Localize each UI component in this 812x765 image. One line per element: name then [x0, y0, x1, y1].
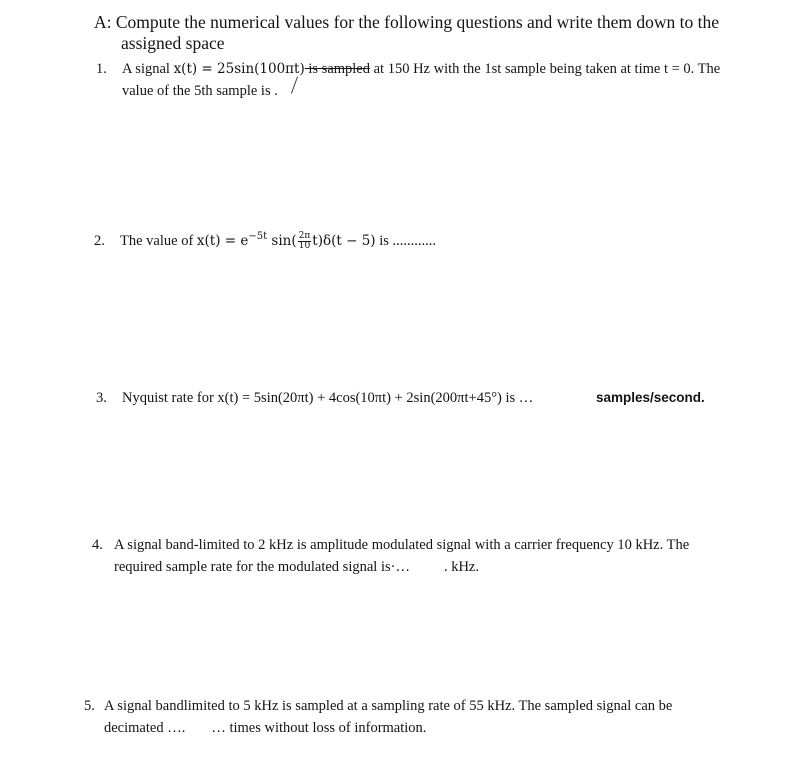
formula-part: x(t) = e: [196, 232, 249, 249]
question-line-1: A signal bandlimited to 5 kHz is sampled at a sampling rate of 55 kHz. The sampled signal can be: [104, 698, 673, 714]
formula-part: sin(: [267, 232, 297, 249]
formula-part: t)δ(t − 5): [312, 232, 376, 249]
question-text-cont: at 150 Hz with the 1st sample being taken at time t = 0. The: [370, 61, 721, 77]
fraction: [298, 232, 312, 251]
question-number: 4.: [92, 537, 103, 553]
section-heading: [94, 12, 754, 54]
question-number: 3.: [96, 390, 107, 406]
answer-units: . kHz.: [443, 559, 479, 575]
question-text: A signal: [122, 61, 174, 77]
question-line-2: [92, 556, 689, 578]
signal-expression: x(t) = 25sin(100πt): [173, 61, 305, 77]
question-3: [96, 387, 533, 409]
heading-line-2: assigned space: [121, 33, 225, 53]
question-1: [96, 58, 720, 102]
question-4: [92, 534, 689, 578]
question-text: The value of: [120, 232, 197, 249]
answer-blank: is ............: [375, 232, 436, 249]
answer-units: samples/second.: [596, 390, 705, 405]
question-2: [94, 226, 436, 252]
question-line-1: A signal band-limited to 2 kHz is amplitude modulated signal with a carrier frequency 10 kHz. The: [114, 537, 690, 553]
question-line-2: [84, 717, 672, 739]
heading-line-1: A: Compute the numerical values for the following questions and write them down to the: [94, 12, 720, 32]
question-5: [84, 695, 672, 739]
question-line-2: value of the 5th sample is .: [122, 83, 278, 99]
fraction-numerator: 2π: [298, 231, 311, 241]
question-text: Nyquist rate for x(t) = 5sin(20πt) + 4cos(10πt) + 2sin(200πt+45°) is …: [122, 390, 534, 406]
question-number: 5.: [84, 698, 95, 714]
struck-text: is sampled: [304, 61, 370, 77]
formula-exponent: −5t: [248, 231, 268, 242]
question-number: 2.: [94, 232, 105, 249]
question-text: required sample rate for the modulated signal is·…: [114, 559, 410, 575]
question-text: decimated ….: [104, 720, 186, 736]
fraction-denominator: 10: [298, 241, 311, 251]
question-text-cont: … times without loss of information.: [211, 720, 427, 736]
question-number: 1.: [96, 61, 107, 77]
